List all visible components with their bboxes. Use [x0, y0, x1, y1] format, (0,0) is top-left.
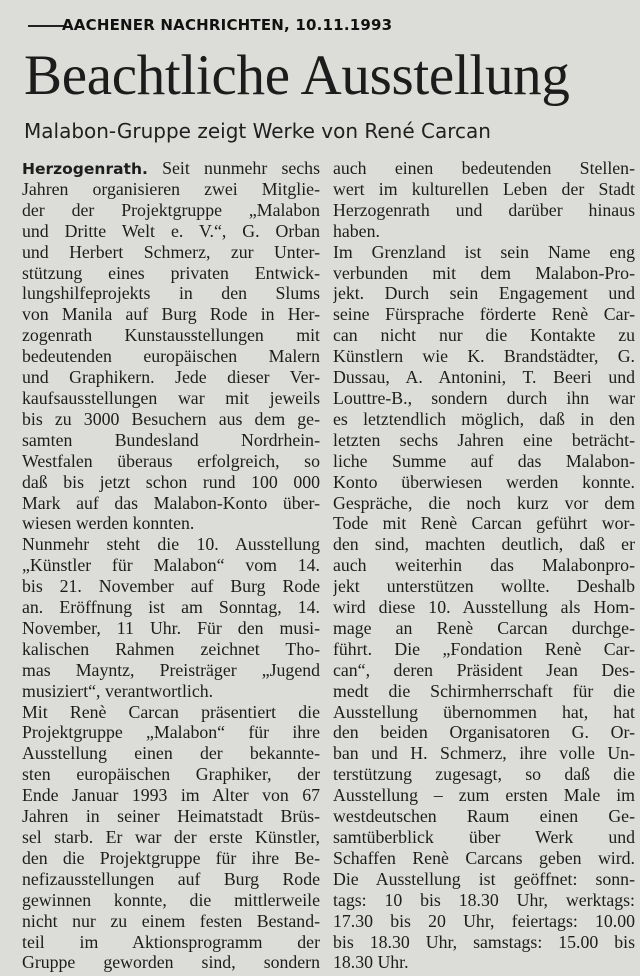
dateline: Herzogenrath.: [22, 160, 148, 178]
text-line-content: den beiden Organisatoren G. Or-: [333, 722, 635, 743]
text-line: [22, 472, 320, 493]
text-line-content: von Manila auf Burg Rode in Her-: [22, 304, 320, 325]
text-line: [22, 263, 320, 284]
text-line: [22, 158, 320, 179]
text-line-content: 17.30 bis 20 Uhr, feiertags: 10.00: [333, 910, 635, 931]
text-line: [22, 932, 320, 953]
text-line: [22, 221, 320, 242]
text-line: [333, 200, 635, 221]
text-line-content: Gespräche, die noch kurz vor dem: [333, 492, 635, 513]
text-line-content: verbunden mit dem Malabon-Pro-: [333, 262, 635, 283]
text-line: [333, 493, 635, 514]
text-line-content: seine Fürsprache förderte Renè Car-: [333, 304, 635, 325]
text-line: [22, 722, 320, 743]
text-line-content: can“, deren Präsident Jean Des-: [333, 659, 635, 680]
text-line-content: kaufsausstellungen war mit jeweils: [22, 387, 320, 408]
text-line-content: den die Projektgruppe für ihre Be-: [22, 847, 320, 868]
text-line: [333, 597, 635, 618]
text-line-content: Gruppe geworden sind, sondern: [22, 952, 320, 973]
text-line: [333, 304, 635, 325]
text-line-content: Westfalen überaus erfolgreich, so: [22, 450, 320, 471]
text-line-content: Künstlern wie K. Brandstädter, G.: [333, 346, 635, 367]
text-line-content: den sind, machten deutlich, daß er: [333, 534, 635, 555]
text-line: [22, 827, 320, 848]
text-line-content: Ausstellung übernommen hat, hat: [333, 701, 635, 722]
headline: Beachtliche Ausstellung: [24, 44, 570, 107]
text-line-content: sel starb. Er war der erste Künstler,: [22, 827, 320, 847]
text-line: [333, 890, 635, 911]
text-line: [22, 200, 320, 221]
text-line: [333, 576, 635, 597]
text-line: [333, 681, 635, 702]
text-line-content: Die Ausstellung ist geöffnet: sonn-: [333, 868, 635, 889]
text-line: [22, 869, 320, 890]
text-line-content: lungshilfeprojekts in den Slums: [22, 283, 320, 304]
text-line-content: Projektgruppe „Malabon“ für ihre: [22, 722, 320, 743]
text-line: [22, 681, 320, 702]
text-line: [333, 409, 635, 430]
text-line-content: teil im Aktionsprogramm der: [22, 931, 320, 952]
text-line: [333, 263, 635, 284]
text-line-content: November, 11 Uhr. Für den musi-: [22, 617, 320, 638]
text-line-content: bedeutenden europäischen Malern: [22, 346, 320, 367]
text-line: [22, 618, 320, 639]
text-line: [22, 702, 320, 723]
text-line-content: westdeutschen Raum einen Ge-: [333, 806, 635, 827]
text-line-content: medt die Schirmherrschaft für die: [333, 680, 635, 701]
text-line: [22, 513, 320, 534]
text-line-content: Konto überwiesen werden konnte.: [333, 471, 635, 492]
text-line: [333, 911, 635, 932]
text-line-content: tags: 10 bis 18.30 Uhr, werktags:: [333, 889, 635, 910]
text-line-content: Jahren organisieren zwei Mitglie-: [22, 178, 320, 199]
text-line: [333, 388, 635, 409]
text-line-content: und Herbert Schmerz, zur Unter-: [22, 241, 320, 262]
text-line: [333, 764, 635, 785]
text-line-content: jekt. Durch sein Engagement und: [333, 283, 635, 304]
text-line: [333, 221, 635, 242]
text-line: [333, 848, 635, 869]
text-line-content: terstützung zugesagt, so daß die: [333, 764, 635, 785]
header-rule: [28, 25, 64, 27]
text-line: [333, 639, 635, 660]
text-line: [22, 409, 320, 430]
text-line-content: Herzogenrath und darüber hinaus: [333, 199, 635, 220]
text-line: [22, 304, 320, 325]
text-line: [22, 660, 320, 681]
text-line-content: auch weiterhin das Malabonpro-: [333, 555, 635, 576]
source-line: AACHENER NACHRICHTEN, 10.11.1993: [62, 16, 393, 34]
text-line-content: führt. Die „Fondation Renè Car-: [333, 638, 635, 659]
text-line: [333, 242, 635, 263]
text-line: [22, 743, 320, 764]
text-line: [333, 952, 635, 973]
text-line-content: 18.30 Uhr.: [333, 952, 409, 973]
text-line: [333, 743, 635, 764]
text-line: [22, 179, 320, 200]
text-line: [333, 472, 635, 493]
text-line: [333, 785, 635, 806]
text-line-content: Seit nunmehr sechs: [162, 158, 320, 178]
text-line-content: nefizausstellungen auf Burg Rode: [22, 868, 320, 889]
left-column: [22, 158, 320, 973]
text-line-content: haben.: [333, 220, 380, 241]
right-column: [333, 158, 635, 973]
text-line-content: bis zu 3000 Besuchern aus dem ge-: [22, 408, 320, 429]
text-line: [333, 346, 635, 367]
text-line: [333, 325, 635, 346]
text-line: [22, 639, 320, 660]
text-line-content: Jahren in seiner Heimatstadt Brüs-: [22, 806, 320, 827]
text-line-content: der der Projektgruppe „Malabon: [22, 199, 320, 220]
text-line-content: kalischen Rahmen zeichnet Tho-: [22, 638, 320, 659]
text-line-content: liche Summe auf das Malabon-: [333, 450, 635, 471]
text-line-content: Mit Renè Carcan präsentiert die: [22, 701, 320, 722]
text-line-content: Mark auf das Malabon-Konto über-: [22, 492, 320, 513]
text-line: [333, 827, 635, 848]
text-line-content: bis 18.30 Uhr, samstags: 15.00 bis: [333, 931, 635, 952]
text-line-content: Louttre-B., sondern durch ihn war: [333, 387, 635, 408]
text-line: [333, 806, 635, 827]
text-line: [22, 597, 320, 618]
text-line: [22, 952, 320, 973]
text-line-content: an. Eröffnung ist am Sonntag, 14.: [22, 597, 320, 618]
text-line-content: stützung eines privaten Entwick-: [22, 262, 320, 283]
text-line-content: letzten sechs Jahren eine beträcht-: [333, 429, 635, 450]
text-line-content: jekt unterstützen wollte. Deshalb: [333, 576, 635, 597]
text-line: [22, 242, 320, 263]
text-line: [333, 283, 635, 304]
text-line-content: Ausstellung einen der bekannte-: [22, 743, 320, 764]
text-line-content: zogenrath Kunstausstellungen mit: [22, 325, 320, 346]
text-line-content: wiesen werden konnten.: [22, 513, 195, 534]
text-line: [22, 785, 320, 806]
text-line-content: mas Mayntz, Preisträger „Jugend: [22, 659, 320, 680]
text-line-content: samten Bundesland Nordrhein-: [22, 429, 320, 450]
text-line: [333, 430, 635, 451]
text-line-content: wird diese 10. Ausstellung als Hom-: [333, 597, 635, 618]
text-line-content: samtüberblick über Werk und: [333, 827, 635, 847]
text-line-content: can nicht nur die Kontakte zu: [333, 325, 635, 346]
text-line-content: Tode mit Renè Carcan geführt wor-: [333, 513, 635, 534]
text-line: [22, 576, 320, 597]
text-line-content: nicht nur zu einem festen Bestand-: [22, 910, 320, 931]
text-line: [22, 555, 320, 576]
text-line: [22, 325, 320, 346]
text-line-content: musiziert“, verantwortlich.: [22, 680, 214, 701]
text-line: [333, 702, 635, 723]
subheadline: Malabon-Gruppe zeigt Werke von René Carcan: [24, 119, 491, 143]
text-line: [22, 430, 320, 451]
text-line: [333, 367, 635, 388]
text-line: [22, 911, 320, 932]
text-line: [22, 367, 320, 388]
text-line-content: „Künstler für Malabon“ vom 14.: [22, 555, 320, 576]
text-line-content: wert im kulturellen Leben der Stadt: [333, 178, 635, 199]
text-line: [22, 806, 320, 827]
text-line-content: Schaffen Renè Carcans geben wird.: [333, 847, 635, 868]
text-line-content: bis 21. November auf Burg Rode: [22, 576, 320, 597]
text-line: [333, 555, 635, 576]
text-line: [333, 513, 635, 534]
text-line: [333, 869, 635, 890]
text-line-content: ban und H. Schmerz, ihre volle Un-: [333, 743, 635, 764]
text-line: [333, 618, 635, 639]
text-line: [333, 451, 635, 472]
text-line: [22, 451, 320, 472]
text-line-content: Ausstellung – zum ersten Male im: [333, 785, 635, 806]
text-line: [22, 764, 320, 785]
text-line-content: und Dritte Welt e. V.“, G. Orban: [22, 220, 320, 241]
text-line: [333, 722, 635, 743]
text-line-content: Nunmehr steht die 10. Ausstellung: [22, 534, 320, 555]
text-line-content: daß bis jetzt schon rund 100 000: [22, 471, 320, 492]
text-line: [333, 534, 635, 555]
text-line: [22, 388, 320, 409]
text-line: [333, 932, 635, 953]
text-line: [22, 346, 320, 367]
text-line-content: es letztendlich möglich, daß in den: [333, 408, 635, 429]
text-line: [22, 493, 320, 514]
text-line-content: auch einen bedeutenden Stellen-: [333, 158, 635, 178]
text-line: [22, 890, 320, 911]
text-line: [333, 179, 635, 200]
text-line-content: gewinnen konnte, die mittlerweile: [22, 889, 320, 910]
text-line: [333, 660, 635, 681]
text-line: [22, 283, 320, 304]
text-line: [333, 158, 635, 179]
text-line-content: Ende Januar 1993 im Alter von 67: [22, 785, 320, 806]
text-line-content: und Graphikern. Jede dieser Ver-: [22, 367, 320, 388]
text-line-content: mage an Renè Carcan durchge-: [333, 617, 635, 638]
text-line: [22, 848, 320, 869]
text-line-content: Im Grenzland ist sein Name eng: [333, 241, 635, 262]
text-line-content: Dussau, A. Antonini, T. Beeri und: [333, 367, 635, 388]
text-line-content: sten europäischen Graphiker, der: [22, 764, 320, 785]
text-line: [22, 534, 320, 555]
